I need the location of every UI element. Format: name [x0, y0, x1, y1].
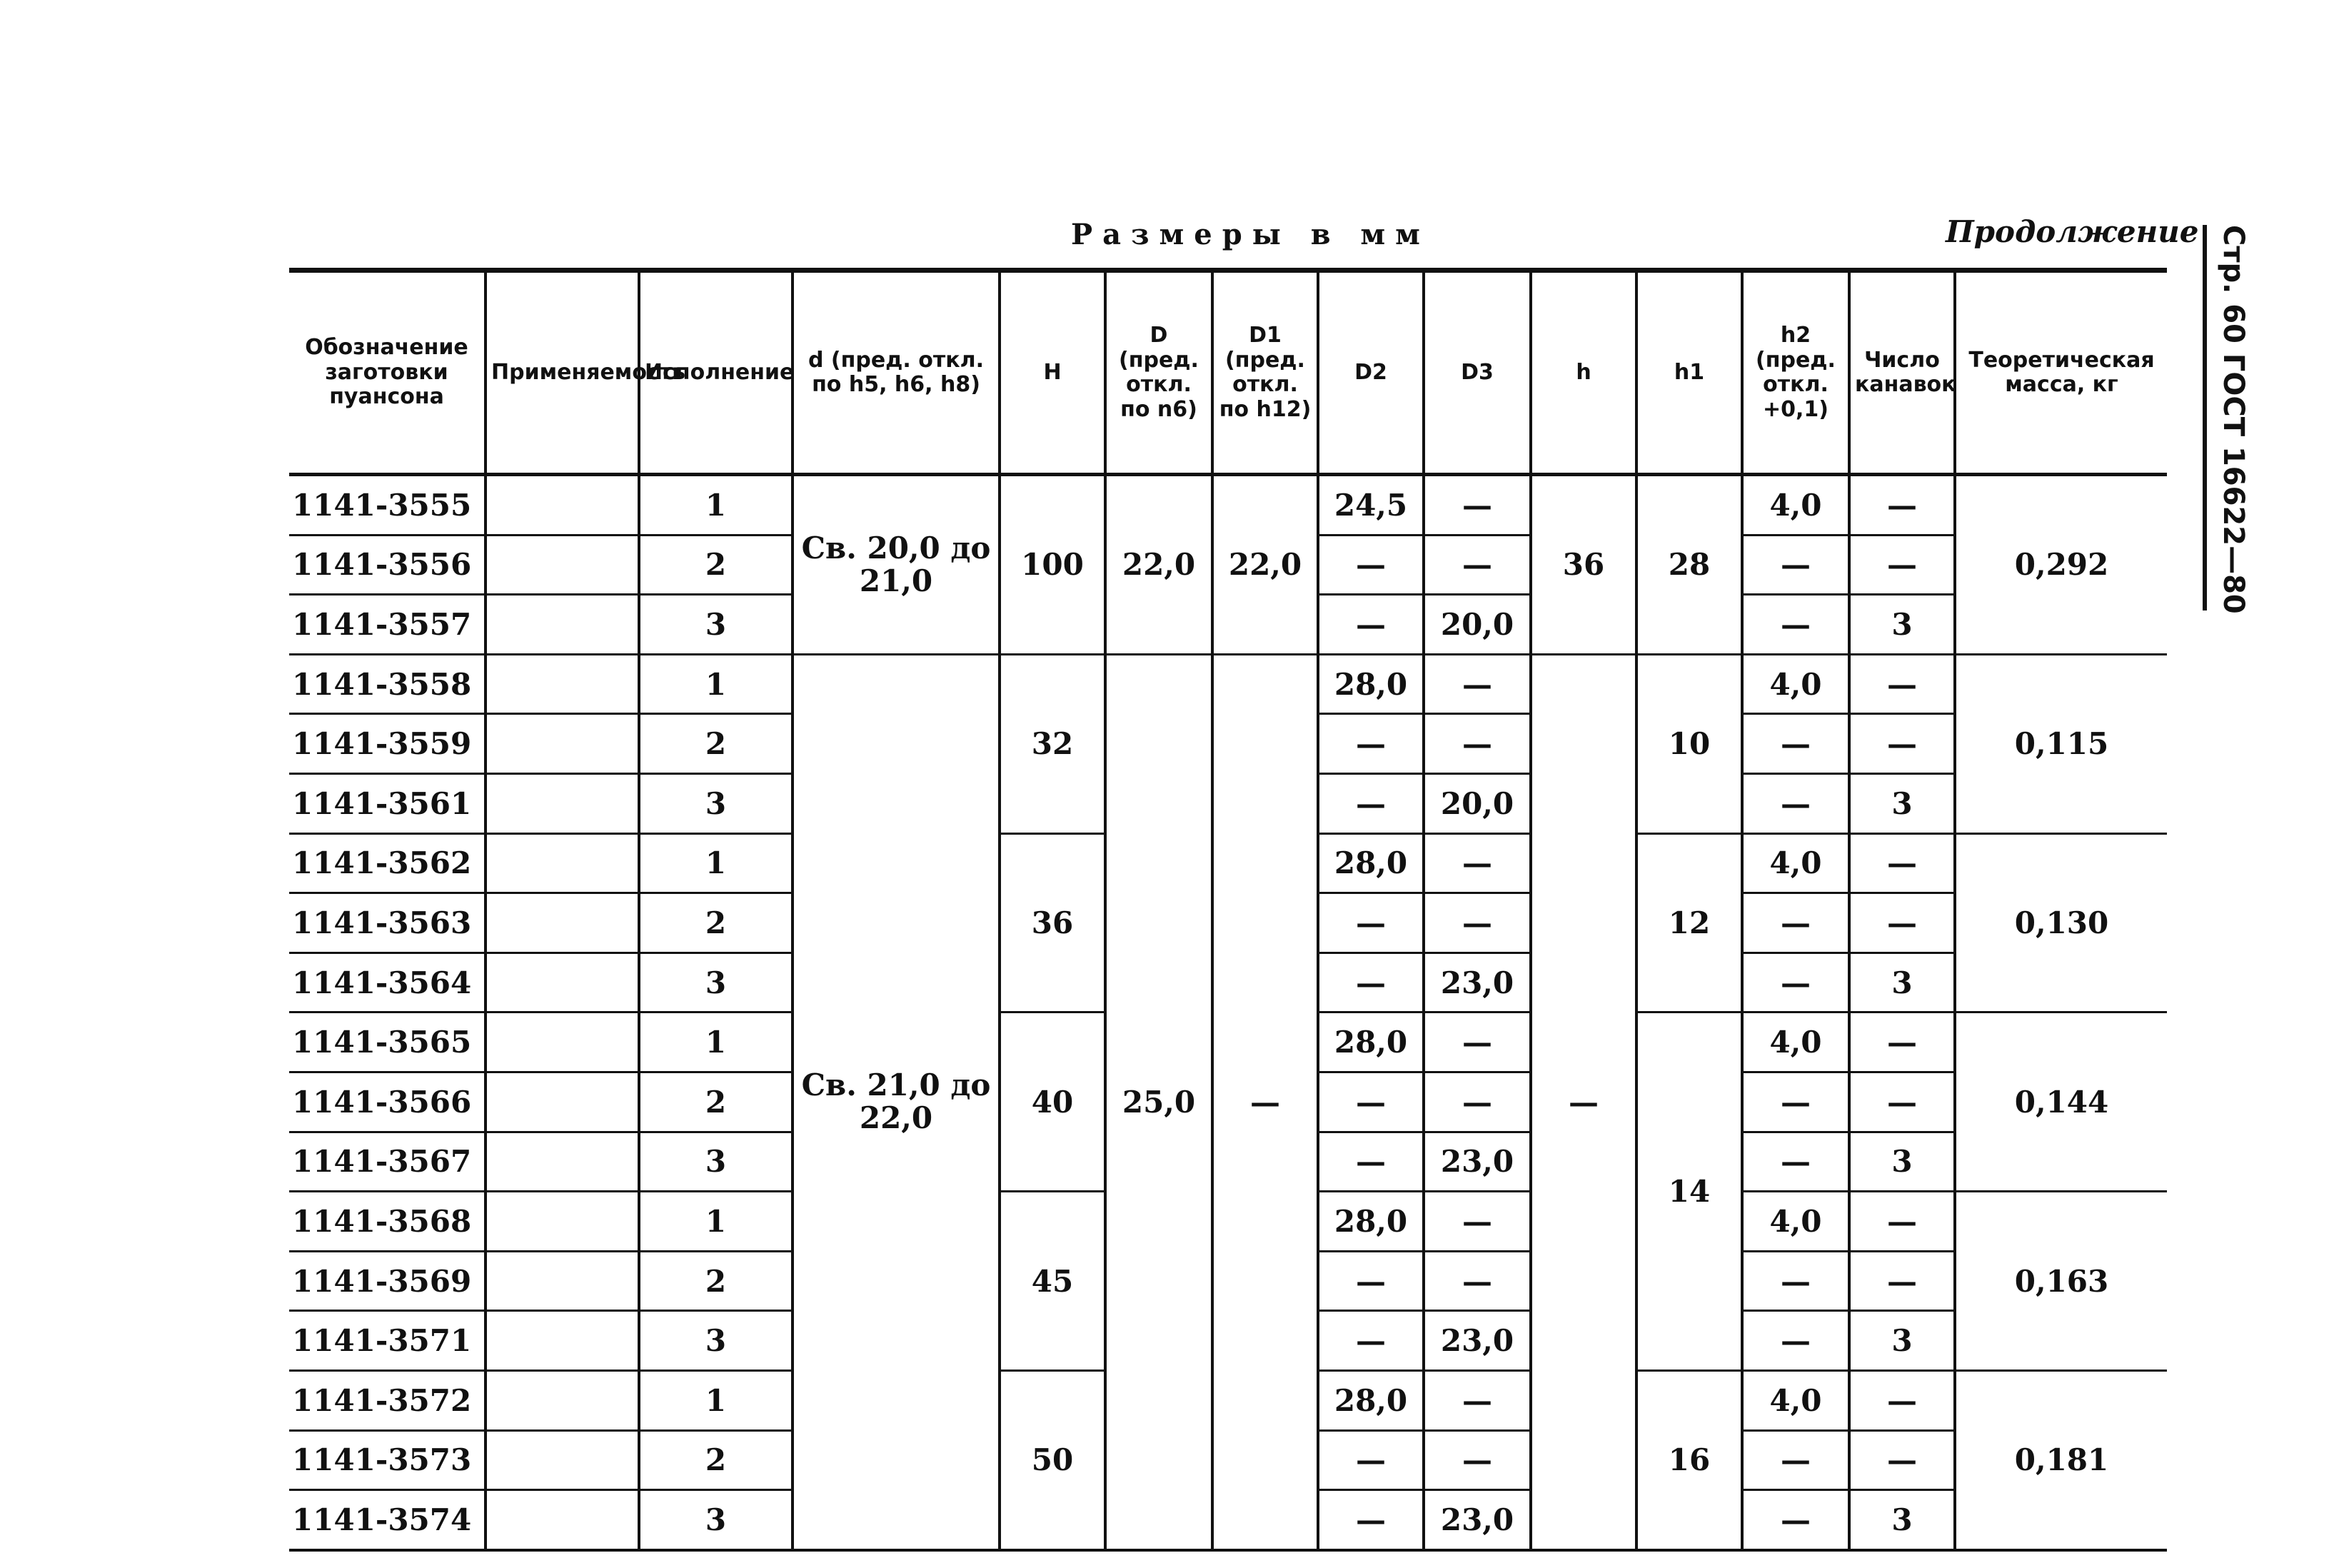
cell-designation: 1141-3572 [289, 1370, 486, 1430]
cell-D2: — [1318, 714, 1424, 774]
table-body [289, 475, 2167, 1550]
cell-designation: 1141-3555 [289, 475, 486, 536]
cell-h1: 16 [1636, 1370, 1742, 1549]
cell-D: 22,0 [1105, 475, 1212, 655]
cell-D2: 28,0 [1318, 1012, 1424, 1072]
cell-D3: — [1424, 654, 1531, 714]
cell-H: 36 [1000, 833, 1105, 1012]
cell-h2: 4,0 [1742, 475, 1849, 536]
cell-execution: 3 [639, 1311, 793, 1371]
col-header-applicability: Применяемость [486, 271, 639, 475]
col-header-d: d (пред. откл. по h5, h6, h8) [793, 271, 1000, 475]
cell-D1: 22,0 [1212, 475, 1318, 655]
col-header-D3: D3 [1424, 271, 1531, 475]
cell-execution: 1 [639, 1370, 793, 1430]
cell-applicability [486, 654, 639, 714]
col-header-h1: h1 [1636, 271, 1742, 475]
cell-designation: 1141-3571 [289, 1311, 486, 1371]
cell-execution: 1 [639, 1192, 793, 1252]
cell-execution: 2 [639, 1430, 793, 1490]
cell-grooves: 3 [1849, 1490, 1955, 1550]
cell-designation: 1141-3557 [289, 595, 486, 655]
cell-grooves: — [1849, 833, 1955, 893]
cell-applicability [486, 773, 639, 833]
cell-h2: — [1742, 595, 1849, 655]
cell-D2: — [1318, 1251, 1424, 1311]
cell-grooves: 3 [1849, 773, 1955, 833]
punch-blank-table [289, 268, 2167, 1552]
cell-h1: 10 [1636, 654, 1742, 833]
cell-D2: — [1318, 893, 1424, 953]
cell-h2: 4,0 [1742, 1370, 1849, 1430]
cell-designation: 1141-3556 [289, 535, 486, 595]
cell-D3: 23,0 [1424, 953, 1531, 1012]
cell-execution: 2 [639, 535, 793, 595]
cell-applicability [486, 833, 639, 893]
cell-h2: — [1742, 953, 1849, 1012]
side-page-text: Стр. 60 ГОСТ 16622—80 [2217, 225, 2250, 614]
cell-grooves: — [1849, 1251, 1955, 1311]
cell-applicability [486, 714, 639, 774]
cell-applicability [486, 1311, 639, 1371]
cell-execution: 2 [639, 714, 793, 774]
cell-applicability [486, 1490, 639, 1550]
cell-applicability [486, 1251, 639, 1311]
cell-designation: 1141-3565 [289, 1012, 486, 1072]
cell-designation: 1141-3569 [289, 1251, 486, 1311]
cell-D2: — [1318, 1490, 1424, 1550]
cell-applicability [486, 595, 639, 655]
cell-h2: 4,0 [1742, 1012, 1849, 1072]
table-row [289, 475, 2167, 536]
col-header-H: H [1000, 271, 1105, 475]
cell-mass: 0,181 [1955, 1370, 2167, 1549]
cell-h2: — [1742, 714, 1849, 774]
cell-D2: — [1318, 535, 1424, 595]
cell-grooves: — [1849, 535, 1955, 595]
cell-D3: 20,0 [1424, 595, 1531, 655]
cell-D3: — [1424, 475, 1531, 536]
cell-grooves: — [1849, 1012, 1955, 1072]
cell-H: 45 [1000, 1192, 1105, 1371]
cell-h: 36 [1531, 475, 1636, 655]
cell-h1: 28 [1636, 475, 1742, 655]
cell-applicability [486, 1430, 639, 1490]
cell-D2: — [1318, 1311, 1424, 1371]
cell-execution: 3 [639, 953, 793, 1012]
page-title: Размеры в мм [1071, 218, 1430, 251]
cell-execution: 1 [639, 654, 793, 714]
cell-h2: — [1742, 1132, 1849, 1192]
cell-applicability [486, 1012, 639, 1072]
cell-h2: 4,0 [1742, 654, 1849, 714]
cell-D3: — [1424, 535, 1531, 595]
cell-applicability [486, 893, 639, 953]
cell-mass: 0,292 [1955, 475, 2167, 655]
table-row [289, 654, 2167, 714]
cell-grooves: 3 [1849, 953, 1955, 1012]
col-header-D: D (пред. откл. по n6) [1105, 271, 1212, 475]
cell-applicability [486, 1072, 639, 1132]
cell-designation: 1141-3573 [289, 1430, 486, 1490]
cell-D2: — [1318, 595, 1424, 655]
cell-execution: 1 [639, 1012, 793, 1072]
cell-grooves: — [1849, 893, 1955, 953]
cell-D2: — [1318, 773, 1424, 833]
cell-designation: 1141-3561 [289, 773, 486, 833]
cell-mass: 0,144 [1955, 1012, 2167, 1192]
cell-applicability [486, 1192, 639, 1252]
cell-D3: — [1424, 714, 1531, 774]
cell-designation: 1141-3566 [289, 1072, 486, 1132]
cell-h2: — [1742, 1251, 1849, 1311]
cell-grooves: — [1849, 654, 1955, 714]
cell-D3: 23,0 [1424, 1132, 1531, 1192]
cell-execution: 1 [639, 475, 793, 536]
cell-D3: — [1424, 1430, 1531, 1490]
cell-mass: 0,163 [1955, 1192, 2167, 1371]
cell-h2: 4,0 [1742, 833, 1849, 893]
cell-designation: 1141-3558 [289, 654, 486, 714]
cell-d: Св. 20,0 до 21,0 [793, 475, 1000, 655]
cell-mass: 0,115 [1955, 654, 2167, 833]
cell-designation: 1141-3564 [289, 953, 486, 1012]
cell-grooves: 3 [1849, 595, 1955, 655]
continuation-label: Продолжение [1946, 214, 2199, 249]
cell-D3: — [1424, 1072, 1531, 1132]
cell-mass: 0,130 [1955, 833, 2167, 1012]
cell-D2: 28,0 [1318, 1192, 1424, 1252]
cell-D1: — [1212, 654, 1318, 1549]
cell-D2: 28,0 [1318, 654, 1424, 714]
cell-d: Св. 21,0 до 22,0 [793, 654, 1000, 1549]
cell-D2: 28,0 [1318, 1370, 1424, 1430]
cell-h2: — [1742, 893, 1849, 953]
cell-D3: — [1424, 893, 1531, 953]
cell-D2: 24,5 [1318, 475, 1424, 536]
cell-execution: 3 [639, 1490, 793, 1550]
cell-designation: 1141-3559 [289, 714, 486, 774]
cell-execution: 2 [639, 893, 793, 953]
cell-applicability [486, 1370, 639, 1430]
cell-h2: — [1742, 1490, 1849, 1550]
cell-designation: 1141-3567 [289, 1132, 486, 1192]
cell-applicability [486, 535, 639, 595]
cell-h2: — [1742, 1430, 1849, 1490]
cell-D3: 20,0 [1424, 773, 1531, 833]
cell-grooves: — [1849, 475, 1955, 536]
cell-h2: — [1742, 773, 1849, 833]
cell-D3: 23,0 [1424, 1311, 1531, 1371]
col-header-D2: D2 [1318, 271, 1424, 475]
cell-H: 40 [1000, 1012, 1105, 1192]
cell-h2: 4,0 [1742, 1192, 1849, 1252]
cell-D3: — [1424, 1370, 1531, 1430]
cell-designation: 1141-3574 [289, 1490, 486, 1550]
cell-designation: 1141-3562 [289, 833, 486, 893]
cell-D2: — [1318, 953, 1424, 1012]
col-header-h: h [1531, 271, 1636, 475]
cell-grooves: 3 [1849, 1132, 1955, 1192]
table-header-row [289, 271, 2167, 475]
cell-h1: 12 [1636, 833, 1742, 1012]
cell-h1: 14 [1636, 1012, 1742, 1371]
cell-applicability [486, 475, 639, 536]
side-page-label [2203, 225, 2250, 614]
cell-grooves: — [1849, 1370, 1955, 1430]
cell-execution: 3 [639, 1132, 793, 1192]
cell-grooves: — [1849, 1072, 1955, 1132]
cell-h2: — [1742, 535, 1849, 595]
cell-designation: 1141-3568 [289, 1192, 486, 1252]
cell-execution: 2 [639, 1072, 793, 1132]
cell-D3: 23,0 [1424, 1490, 1531, 1550]
cell-D3: — [1424, 1251, 1531, 1311]
cell-h2: — [1742, 1072, 1849, 1132]
cell-D: 25,0 [1105, 654, 1212, 1549]
cell-D2: — [1318, 1430, 1424, 1490]
cell-designation: 1141-3563 [289, 893, 486, 953]
cell-execution: 3 [639, 595, 793, 655]
col-header-grooves: Число канавок [1849, 271, 1955, 475]
cell-D3: — [1424, 833, 1531, 893]
col-header-h2: h2 (пред. откл. +0,1) [1742, 271, 1849, 475]
cell-H: 100 [1000, 475, 1105, 655]
cell-H: 32 [1000, 654, 1105, 833]
cell-execution: 3 [639, 773, 793, 833]
cell-D2: — [1318, 1132, 1424, 1192]
col-header-mass: Теоретическая масса, кг [1955, 271, 2167, 475]
col-header-D1: D1 (пред. откл. по h12) [1212, 271, 1318, 475]
cell-D3: — [1424, 1012, 1531, 1072]
cell-grooves: — [1849, 1192, 1955, 1252]
col-header-designation: Обозначение заготовки пуансона [289, 271, 486, 475]
cell-execution: 2 [639, 1251, 793, 1311]
cell-execution: 1 [639, 833, 793, 893]
cell-applicability [486, 953, 639, 1012]
cell-H: 50 [1000, 1370, 1105, 1549]
cell-grooves: 3 [1849, 1311, 1955, 1371]
cell-grooves: — [1849, 1430, 1955, 1490]
cell-D2: — [1318, 1072, 1424, 1132]
cell-grooves: — [1849, 714, 1955, 774]
cell-h: — [1531, 654, 1636, 1549]
cell-D3: — [1424, 1192, 1531, 1252]
cell-applicability [486, 1132, 639, 1192]
cell-h2: — [1742, 1311, 1849, 1371]
cell-D2: 28,0 [1318, 833, 1424, 893]
col-header-execution: Исполнение [639, 271, 793, 475]
